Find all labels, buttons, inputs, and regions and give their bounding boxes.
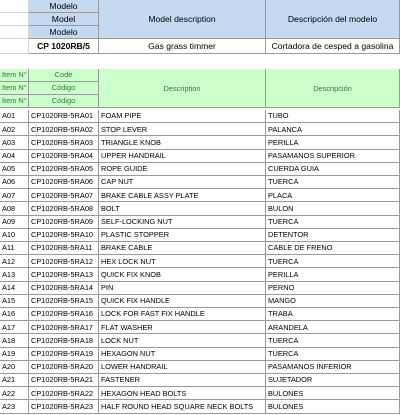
model-number-cell[interactable]: CP 1020RB/5 [29,39,99,54]
modelo-description-header-top[interactable] [266,0,400,13]
code-label[interactable]: Code [29,69,99,82]
table-row [0,308,400,321]
descripcion-cell[interactable]: TUERCA [266,348,400,361]
modelo-description-value[interactable]: Cortadora de cesped a gasolina [266,39,400,54]
descripcion-cell[interactable]: TUBO [266,110,400,123]
item-number-cell[interactable]: A09 [0,216,29,229]
modelo-description-header-bottom[interactable] [266,26,400,39]
description-cell[interactable]: UPPER HANDRAIL [99,150,266,163]
descripcion-cell[interactable]: BULONES [266,400,400,413]
table-row [0,189,400,202]
table-row [0,255,400,268]
description-cell[interactable]: CAP NUT [99,176,266,189]
description-cell[interactable]: FASTENER [99,374,266,387]
descripcion-cell[interactable]: MANGO [266,295,400,308]
item-number-cell[interactable]: A19 [0,348,29,361]
table-row [0,321,400,334]
modelo-description-header[interactable]: Descripción del modelo [266,13,400,26]
code-cell[interactable]: CP1020RB-5RA16 [29,308,99,321]
item-number-cell[interactable]: A05 [0,163,29,176]
items-header-row-3 [0,95,400,108]
code-cell[interactable]: CP1020RB-5RA09 [29,216,99,229]
table-row [0,136,400,149]
table-row [0,216,400,229]
item-number-cell[interactable]: A13 [0,268,29,281]
code-cell[interactable]: CP1020RB-5RA06 [29,176,99,189]
items-header-row-1 [0,69,400,82]
table-row [0,268,400,281]
code-cell[interactable]: CP1020RB-5RA14 [29,282,99,295]
code-cell[interactable]: CP1020RB-5RA17 [29,321,99,334]
code-label[interactable]: Código [29,95,99,108]
descripcion-cell[interactable]: ARANDELA [266,321,400,334]
description-header-top[interactable] [99,69,266,82]
item-number-cell[interactable]: A15 [0,295,29,308]
descripcion-cell[interactable]: PERILLA [266,268,400,281]
model-description-header-bottom[interactable] [99,26,266,39]
code-cell[interactable]: CP1020RB-5RA21 [29,374,99,387]
item-number-label[interactable]: Item N° [0,82,29,95]
description-cell[interactable]: HEXAGON HEAD BOLTS [99,387,266,400]
description-header-bottom[interactable] [99,95,266,108]
descripcion-cell[interactable]: PERNO [266,282,400,295]
item-number-cell[interactable]: A01 [0,110,29,123]
descripcion-cell[interactable]: SUJETADOR [266,374,400,387]
code-cell[interactable]: CP1020RB-5RA10 [29,229,99,242]
description-cell[interactable]: QUICK FIX KNOB [99,268,266,281]
table-row [0,229,400,242]
code-cell[interactable]: CP1020RB-5RA07 [29,189,99,202]
description-cell[interactable]: FOAM PIPE [99,110,266,123]
description-cell[interactable]: LOCK NUT [99,334,266,347]
item-number-label[interactable]: Item N° [0,69,29,82]
description-cell[interactable]: FLAT WASHER [99,321,266,334]
table-row [0,374,400,387]
code-cell[interactable]: CP1020RB-5RA12 [29,255,99,268]
model-description-header-top[interactable] [99,0,266,13]
description-cell[interactable]: LOCK FOR FAST FIX HANDLE [99,308,266,321]
item-number-cell[interactable]: A18 [0,334,29,347]
item-number-cell[interactable]: A11 [0,242,29,255]
descripcion-cell[interactable]: BULON [266,202,400,215]
empty-cell[interactable] [0,0,29,13]
descripcion-cell[interactable]: CABLE DE FRENO [266,242,400,255]
model-header-row-1 [0,0,400,13]
descripcion-cell[interactable]: DETENTOR [266,229,400,242]
table-row [0,361,400,374]
code-cell[interactable]: CP1020RB-5RA15 [29,295,99,308]
item-number-cell[interactable]: A23 [0,400,29,413]
table-row [0,110,400,123]
empty-cell[interactable] [0,26,29,39]
descripcion-cell[interactable]: TUERCA [266,216,400,229]
code-cell[interactable]: CP1020RB-5RA01 [29,110,99,123]
empty-cell[interactable] [0,39,29,54]
item-number-cell[interactable]: A07 [0,189,29,202]
description-cell[interactable]: LOWER HANDRAIL [99,361,266,374]
description-cell[interactable]: TRIANGLE KNOB [99,136,266,149]
item-number-cell[interactable]: A08 [0,202,29,215]
item-number-cell[interactable]: A06 [0,176,29,189]
empty-cell[interactable] [0,13,29,26]
code-cell[interactable]: CP1020RB-5RA05 [29,163,99,176]
items-header-row-2 [0,82,400,95]
code-cell[interactable]: CP1020RB-5RA08 [29,202,99,215]
description-header[interactable]: Description [99,82,266,95]
descripcion-cell[interactable]: BULONES [266,387,400,400]
code-cell[interactable]: CP1020RB-5RA22 [29,387,99,400]
table-row [0,123,400,136]
model-label-cell[interactable]: Modelo [29,26,99,39]
code-cell[interactable]: CP1020RB-5RA20 [29,361,99,374]
description-cell[interactable]: STOP LEVER [99,123,266,136]
table-row [0,295,400,308]
item-number-cell[interactable]: A20 [0,361,29,374]
description-cell[interactable]: SELF-LOCKING NUT [99,216,266,229]
model-label-cell[interactable]: Modelo [29,0,99,13]
item-number-cell[interactable]: A16 [0,308,29,321]
description-cell[interactable]: PLASTIC STOPPER [99,229,266,242]
code-cell[interactable]: CP1020RB-5RA19 [29,348,99,361]
code-cell[interactable]: CP1020RB-5RA13 [29,268,99,281]
description-cell[interactable]: HEX LOCK NUT [99,255,266,268]
descripcion-cell[interactable]: PLACA [266,189,400,202]
item-number-cell[interactable]: A22 [0,387,29,400]
model-description-value[interactable]: Gas grass timmer [99,39,266,54]
code-cell[interactable]: CP1020RB-5RA04 [29,150,99,163]
item-number-cell[interactable]: A17 [0,321,29,334]
item-number-cell[interactable]: A02 [0,123,29,136]
descripcion-cell[interactable]: TRABA [266,308,400,321]
table-row [0,334,400,347]
descripcion-cell[interactable]: PASAMANOS SUPERIOR [266,150,400,163]
description-cell[interactable]: BRAKE CABLE ASSY PLATE [99,189,266,202]
item-number-cell[interactable]: A12 [0,255,29,268]
description-cell[interactable]: BRAKE CABLE [99,242,266,255]
description-cell[interactable]: QUICK FIX HANDLE [99,295,266,308]
item-number-cell[interactable]: A21 [0,374,29,387]
item-number-cell[interactable]: A04 [0,150,29,163]
descripcion-cell[interactable]: TUERCA [266,176,400,189]
model-header-row-2 [0,13,400,26]
descripcion-cell[interactable]: TUERCA [266,255,400,268]
description-cell[interactable]: BOLT [99,202,266,215]
table-row [0,282,400,295]
descripcion-cell[interactable]: PERILLA [266,136,400,149]
descripcion-cell[interactable]: PASAMANOS INFERIOR [266,361,400,374]
item-number-cell[interactable]: A14 [0,282,29,295]
table-row [0,163,400,176]
description-cell[interactable]: HEXAGON NUT [99,348,266,361]
code-cell[interactable]: CP1020RB-5RA03 [29,136,99,149]
table-row [0,202,400,215]
model-header-row-3 [0,26,400,39]
table-row [0,242,400,255]
table-row [0,176,400,189]
descripcion-header[interactable]: Descripción [266,82,400,95]
description-cell[interactable]: HALF ROUND HEAD SQUARE NECK BOLTS [99,400,266,413]
descripcion-cell[interactable]: CUERDA GUIA [266,163,400,176]
code-cell[interactable]: CP1020RB-5RA18 [29,334,99,347]
descripcion-header-top[interactable] [266,69,400,82]
table-row [0,150,400,163]
model-value-row [0,39,400,54]
item-number-cell[interactable]: A03 [0,136,29,149]
model-description-header[interactable]: Model description [99,13,266,26]
table-row [0,400,400,413]
description-cell[interactable]: ROPE GUIDE [99,163,266,176]
descripcion-header-bottom[interactable] [266,95,400,108]
descripcion-cell[interactable]: PALANCA [266,123,400,136]
item-number-label[interactable]: Item N° [0,95,29,108]
code-cell[interactable]: CP1020RB-5RA02 [29,123,99,136]
code-cell[interactable]: CP1020RB-5RA11 [29,242,99,255]
descripcion-cell[interactable]: TUERCA [266,334,400,347]
table-row [0,387,400,400]
code-cell[interactable]: CP1020RB-5RA23 [29,400,99,413]
table-row [0,348,400,361]
model-label-cell[interactable]: Model [29,13,99,26]
item-number-cell[interactable]: A10 [0,229,29,242]
description-cell[interactable]: PIN [99,282,266,295]
code-label[interactable]: Código [29,82,99,95]
